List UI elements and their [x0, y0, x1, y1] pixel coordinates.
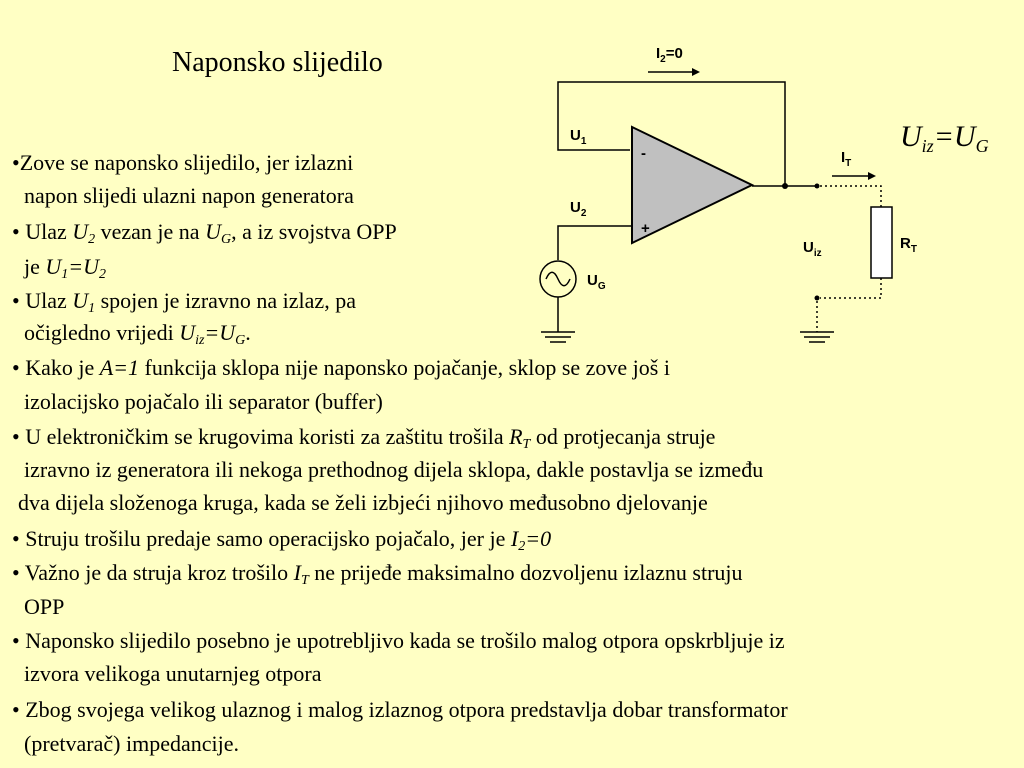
- bullet-9-line-2: (pretvarač) impedancije.: [24, 731, 239, 756]
- bullet-8-line-2: izvora velikoga unutarnjeg otpora: [24, 661, 322, 686]
- input-wire: [558, 226, 632, 260]
- bullet-1-line-2: napon slijedi ulazni napon generatora: [24, 183, 354, 208]
- bullet-2-line-1: • Ulaz $U_2$ vezan je na $U_G$, a iz svojstva OPP: [12, 219, 397, 247]
- bullet-3-line-1: • Ulaz $U_1$ spojen je izravno na izlaz, pa: [12, 288, 356, 316]
- i2-arrowhead: [692, 68, 700, 76]
- load-wire-top: [820, 186, 881, 207]
- bullet-5-line-1: • U elektroničkim se krugovima koristi za zaštitu trošila $R_T$ od protjecanja struje: [12, 424, 716, 452]
- label-minus: -: [641, 145, 646, 162]
- opamp-triangle: [632, 127, 752, 243]
- ground-left-icon: [541, 332, 575, 342]
- formula-uiz-equals-ug: $U_{iz}=U_G$: [900, 120, 989, 156]
- label-i2: $I_2=0$: [656, 45, 683, 65]
- bullet-4-line-1: • Kako je A=1 funkcija sklopa nije naponsko pojačanje, sklop se zove još i: [12, 355, 670, 380]
- bullet-5-line-3: dva dijela složenoga kruga, kada se želi izbjeći njihovo međusobno djelovanje: [18, 490, 708, 515]
- label-u2: $U_2$: [570, 199, 587, 219]
- bullet-7-line-1: • Važno je da struja kroz trošilo $I_T$ ne prijeđe maksimalno dozvoljenu izlaznu struju: [12, 560, 743, 588]
- output-terminal-bottom: [815, 296, 820, 301]
- output-node: [782, 183, 788, 189]
- label-u1: $U_1$: [570, 127, 587, 147]
- label-it: $I_T$: [841, 149, 852, 169]
- bullet-1-line-1: •Zove se naponsko slijedilo, jer izlazni: [12, 150, 354, 175]
- bullet-5-line-2: izravno iz generatora ili nekoga prethodnog dijela sklopa, dakle postavlja se između: [24, 457, 764, 482]
- output-terminal-top: [815, 184, 820, 189]
- slide-title: Naponsko slijedilo: [172, 47, 383, 78]
- bullet-3-line-2: očigledno vrijedi $U_{iz}=U_G$.: [24, 320, 251, 348]
- bullet-4-line-2: izolacijsko pojačalo ili separator (buffer): [24, 389, 383, 414]
- bullet-9-line-1: • Zbog svojega velikog ulaznog i malog izlaznog otpora predstavlja dobar transformator: [12, 697, 788, 722]
- load-resistor: [871, 207, 892, 278]
- bullet-7-line-2: OPP: [24, 594, 65, 619]
- ground-right-icon: [800, 332, 834, 342]
- bullet-8-line-1: • Naponsko slijedilo posebno je upotrebljivo kada se trošilo malog otpora opskrbljuje iz: [12, 628, 785, 653]
- bullet-2-line-2: je $U_1=U_2$: [24, 254, 107, 282]
- label-plus: +: [641, 220, 650, 237]
- label-rt: $R_T$: [900, 235, 917, 255]
- it-arrowhead: [868, 172, 876, 180]
- bullet-6-line-1: • Struju trošilu predaje samo operacijsko pojačalo, jer je $I_2=0$: [12, 526, 552, 554]
- label-uiz: $U_{iz}$: [803, 239, 822, 259]
- label-ug: $U_G$: [587, 272, 606, 292]
- load-wire-bottom: [820, 278, 881, 298]
